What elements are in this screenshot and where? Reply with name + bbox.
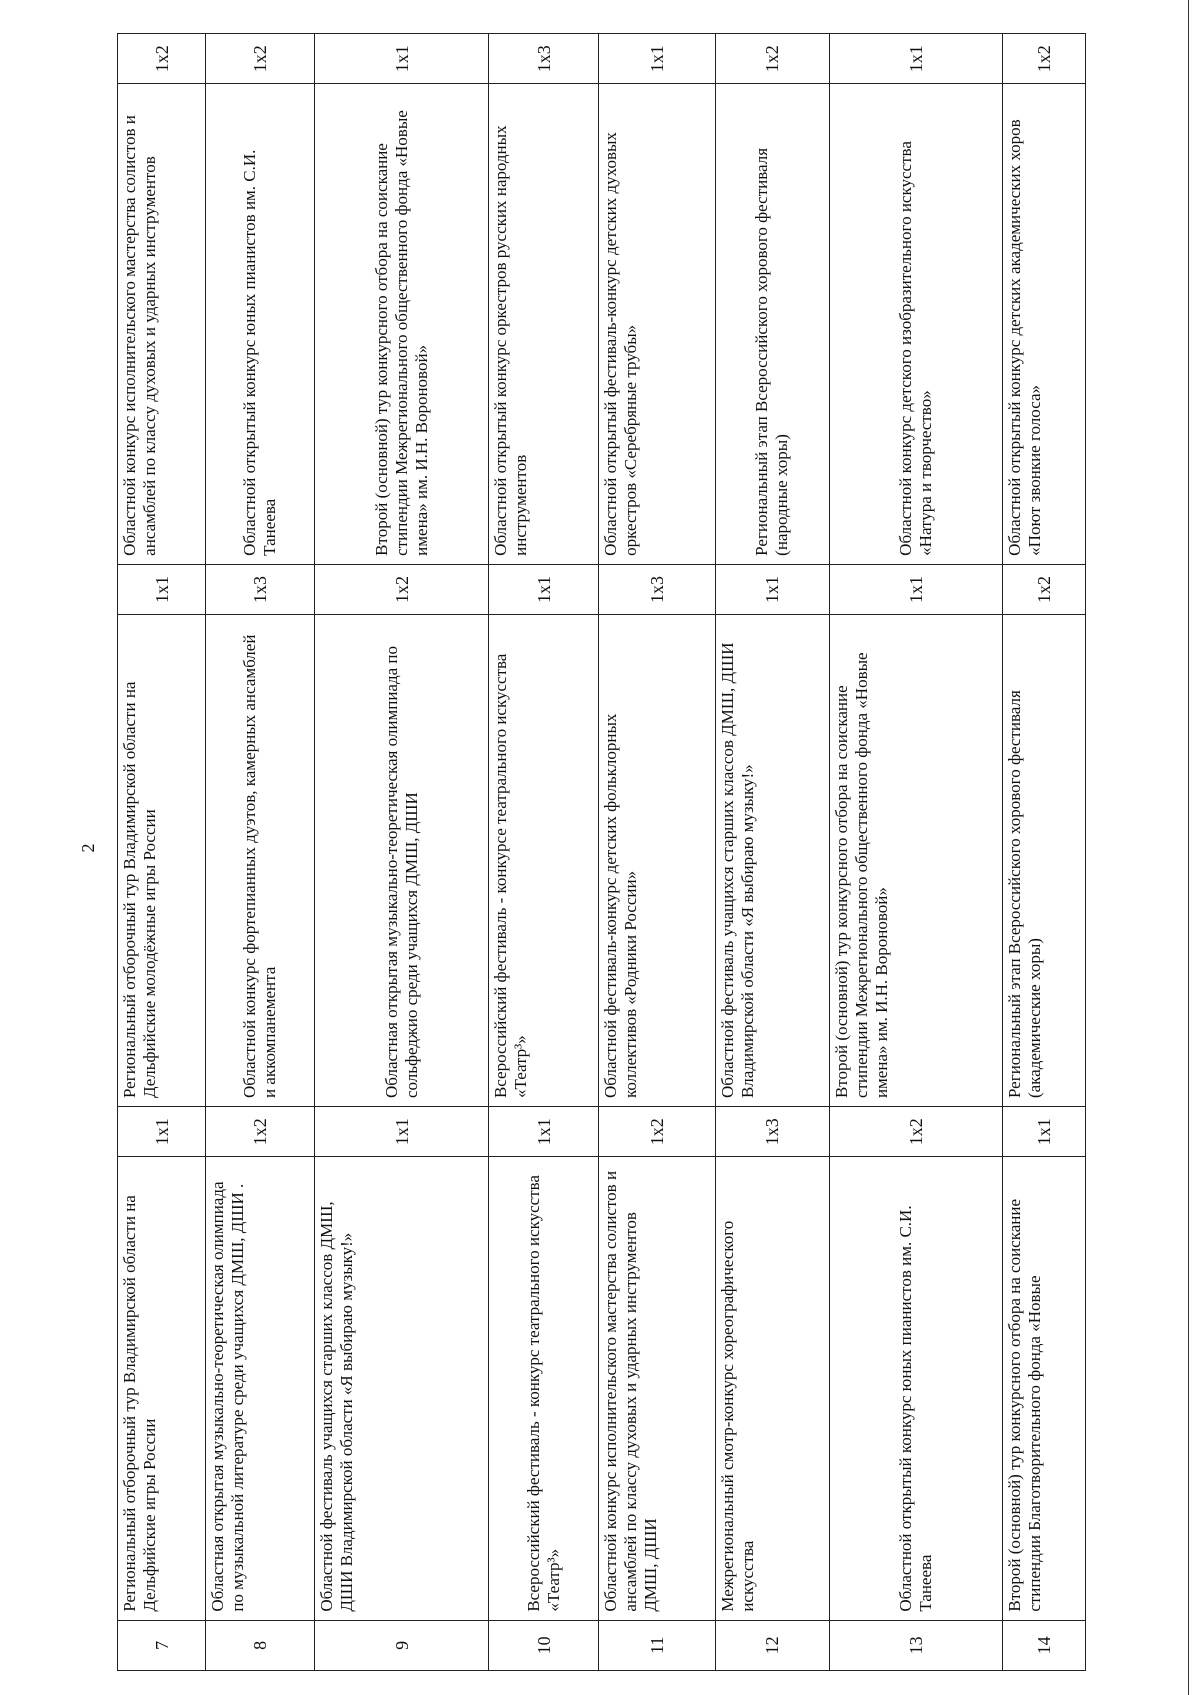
event-cell: Областной фестиваль учащихся старших классов ДМШ, ДШИ Владимирской области «Я выбираю музыку!» [715, 615, 829, 1107]
count-cell: 1х2 [206, 34, 315, 84]
row-number: 9 [315, 1620, 489, 1670]
table-row [829, 34, 1002, 1671]
count-cell: 1х1 [489, 564, 599, 614]
count-cell: 1х1 [715, 564, 829, 614]
count-cell: 1х3 [489, 34, 599, 84]
event-cell: Областной конкурс детского изобразительного искусства «Натура и творчество» [829, 84, 1002, 564]
row-number: 11 [599, 1620, 715, 1670]
count-cell: 1х1 [829, 564, 1002, 614]
event-cell: Областной конкурс исполнительского мастерства солистов и ансамблей по классу духовых и ударных инструментов ДМШ, ДШИ [599, 1157, 715, 1620]
row-number: 10 [489, 1620, 599, 1670]
table-row [715, 34, 829, 1671]
count-cell: 1х2 [1003, 34, 1086, 84]
event-cell: Областной открытый конкурс оркестров русских народных инструментов [489, 84, 599, 564]
count-cell: 1х1 [315, 34, 489, 84]
page-number: 2 [78, 843, 98, 853]
row-number: 13 [829, 1620, 1002, 1670]
table-row [118, 34, 206, 1671]
count-cell: 1х2 [1003, 564, 1086, 614]
event-cell: Второй (основной) тур конкурсного отбора на соискание стипендии Благотворительного фонда «Новые [1003, 1157, 1086, 1620]
count-cell: 1х1 [118, 564, 206, 614]
event-cell: Областной фестиваль учащихся старших классов ДМШ, ДШИ Владимирской области «Я выбираю музыку!» [315, 1157, 489, 1620]
event-cell: Всероссийский фестиваль - конкурс театрального искусства «Театр³» [489, 1157, 599, 1620]
event-cell: Областной конкурс исполнительского мастерства солистов и ансамблей по классу духовых и ударных инструментов [118, 84, 206, 564]
event-cell: Всероссийский фестиваль - конкурсе театрального искусства «Театр³» [489, 615, 599, 1107]
count-cell: 1х2 [206, 1107, 315, 1157]
event-cell: Региональный этап Всероссийского хорового фестиваля (академические хоры) [1003, 615, 1086, 1107]
page-edge-line [1188, 0, 1189, 1695]
event-cell: Региональный этап Всероссийского хорового фестиваля (народные хоры) [715, 84, 829, 564]
event-cell: Областной открытый фестиваль-конкурс детских духовых оркестров «Серебряные трубы» [599, 84, 715, 564]
event-cell: Областной открытый конкурс юных пианистов им. С.И. Танеева [206, 84, 315, 564]
table-row [315, 34, 489, 1671]
table-row [206, 34, 315, 1671]
table-row [489, 34, 599, 1671]
count-cell: 1х2 [599, 1107, 715, 1157]
row-number: 12 [715, 1620, 829, 1670]
event-cell: Областная открытая музыкально-теоретическая олимпиада по сольфеджио среди учащихся ДМШ, ДШИ [315, 615, 489, 1107]
event-cell: Областной открытый конкурс юных пианистов им. С.И. Танеева [829, 1157, 1002, 1620]
row-number: 14 [1003, 1620, 1086, 1670]
count-cell: 1х1 [315, 1107, 489, 1157]
competitions-table [117, 33, 1086, 1671]
event-cell: Областная открытая музыкально-теоретическая олимпиада по музыкальной литературе среди учащихся ДМШ, ДШИ . [206, 1157, 315, 1620]
event-cell: Областной конкурс фортепианных дуэтов, камерных ансамблей и аккомпанемента [206, 615, 315, 1107]
event-cell: Областной открытый конкурс детских академических хоров «Поют звонкие голоса» [1003, 84, 1086, 564]
count-cell: 1х2 [829, 1107, 1002, 1157]
count-cell: 1х3 [715, 1107, 829, 1157]
row-number: 8 [206, 1620, 315, 1670]
count-cell: 1х3 [206, 564, 315, 614]
count-cell: 1х2 [715, 34, 829, 84]
count-cell: 1х1 [1003, 1107, 1086, 1157]
event-cell: Региональный отборочный тур Владимирской области на Дельфийские игры России [118, 1157, 206, 1620]
count-cell: 1х1 [489, 1107, 599, 1157]
count-cell: 1х1 [118, 1107, 206, 1157]
event-cell: Областной фестиваль-конкурс детских фольклорных коллективов «Родники России» [599, 615, 715, 1107]
count-cell: 1х2 [118, 34, 206, 84]
event-cell: Второй (основной) тур конкурсного отбора на соискание стипендии Межрегионального общественного фонда «Новые имена» им. И.Н. Вороновой» [315, 84, 489, 564]
event-cell: Второй (основной) тур конкурсного отбора на соискание стипендии Межрегионального общественного фонда «Новые имена» им. И.Н. Вороновой» [829, 615, 1002, 1107]
count-cell: 1х1 [829, 34, 1002, 84]
table-row [1003, 34, 1086, 1671]
schedule-table-container [117, 33, 1086, 1671]
count-cell: 1х1 [599, 34, 715, 84]
count-cell: 1х3 [599, 564, 715, 614]
row-number: 7 [118, 1620, 206, 1670]
event-cell: Региональный отборочный тур Владимирской области на Дельфийские молодёжные игры России [118, 615, 206, 1107]
event-cell: Межрегиональный смотр-конкурс хореографического искусства [715, 1157, 829, 1620]
count-cell: 1х2 [315, 564, 489, 614]
rotated-table [117, 33, 1086, 1671]
table-row [599, 34, 715, 1671]
